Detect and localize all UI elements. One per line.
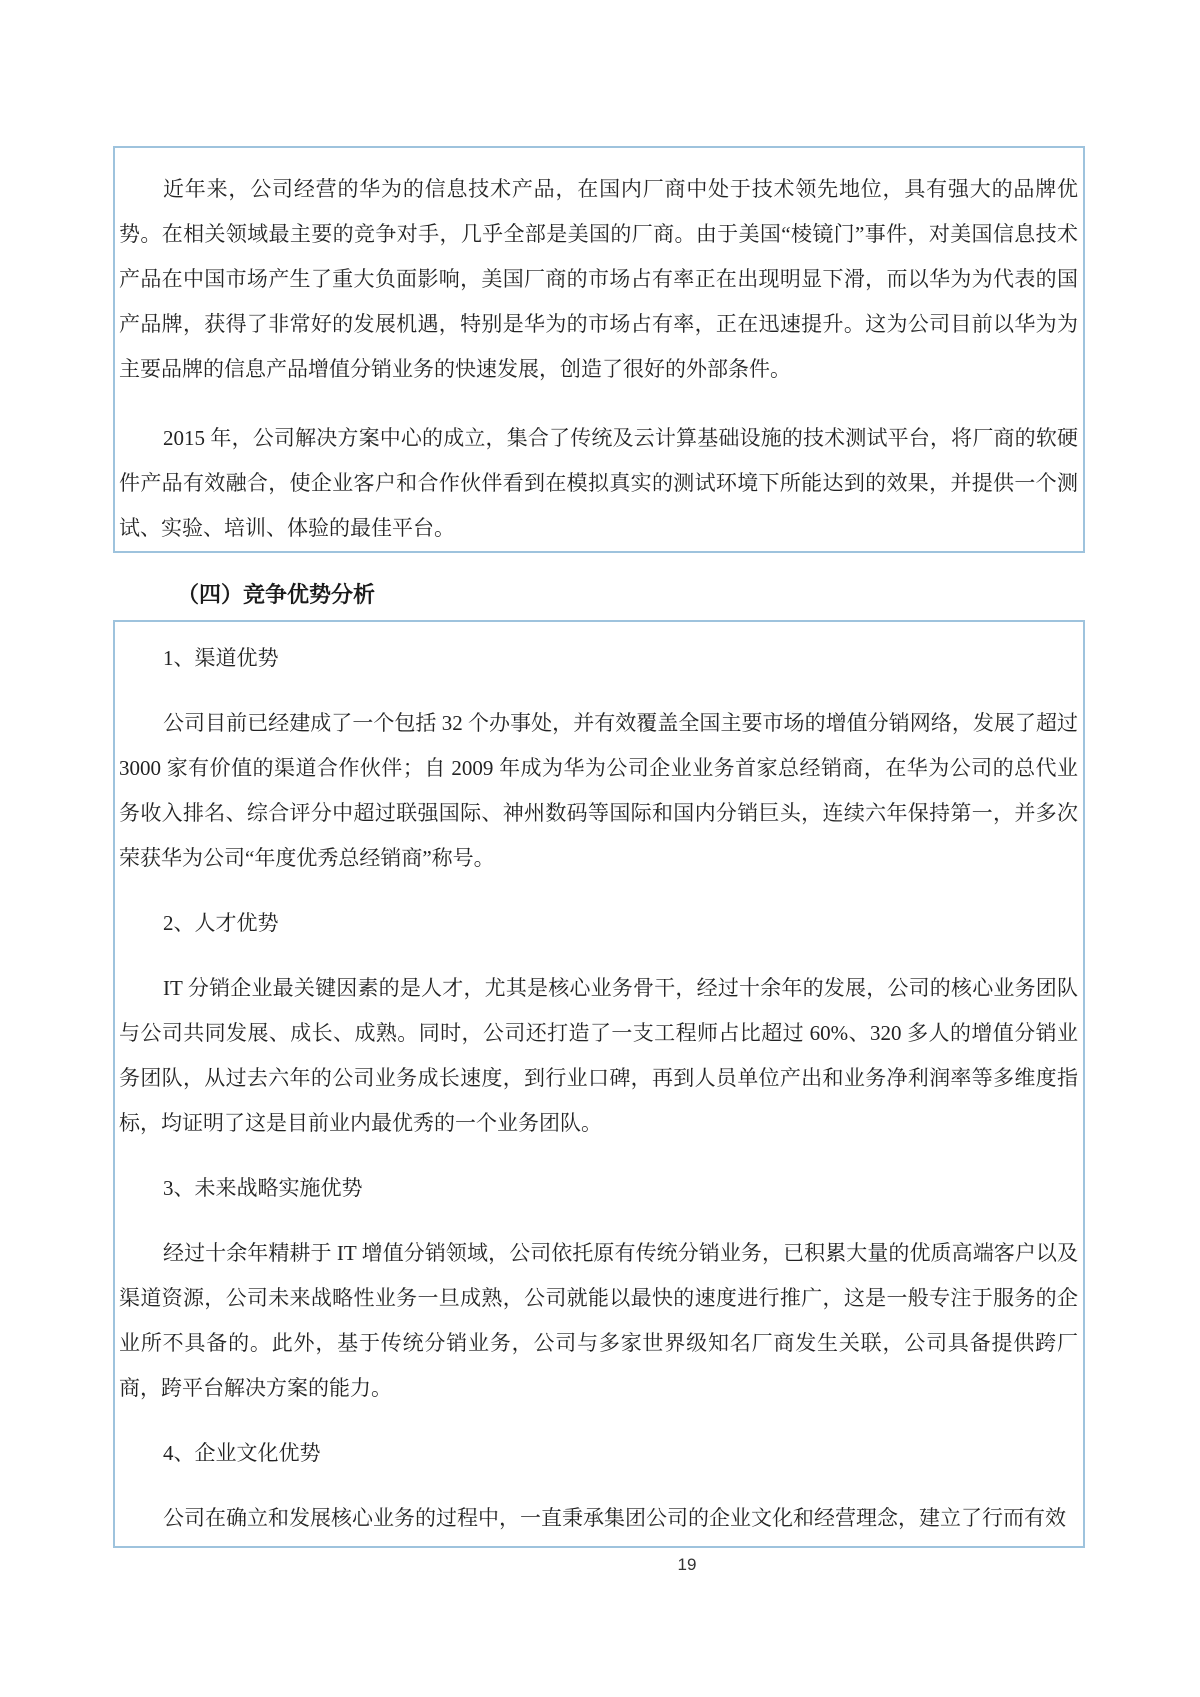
paragraph-future-strategy-advantage: 经过十余年精耕于 IT 增值分销领域，公司依托原有传统分销业务，已积累大量的优质高端客户以及渠道资源，公司未来战略性业务一旦成熟，公司就能以最快的速度进行推广，这是一般专注于服务的企业所不具备的。此外，基于传统分销业务，公司与多家世界级知名厂商发生关联，公司具备提供跨厂商，跨平台解决方案的能力。 [119, 1241, 1078, 1400]
intro-text-box [113, 146, 1085, 553]
paragraph-solution-center: 2015 年，公司解决方案中心的成立，集合了传统及云计算基础设施的技术测试平台，将厂商的软硬件产品有效融合，使企业客户和合作伙伴看到在模拟真实的测试环境下所能达到的效果，并提供一个测试、实验、培训、体验的最佳平台。 [119, 426, 1078, 540]
paragraph-channel-advantage: 公司目前已经建成了一个包括 32 个办事处，并有效覆盖全国主要市场的增值分销网络，发展了超过 3000 家有价值的渠道合作伙伴；自 2009 年成为华为公司企业业务首家总经销商，在华为公司的总代业务收入排名、综合评分中超过联强国际、神州数码等国际和国内分销巨头，连续六年保持第一，并多次荣获华为公司“年度优秀总经销商”称号。 [119, 711, 1078, 870]
page-number: 19 [677, 1555, 697, 1574]
subhead-talent-advantage: 2、人才优势 [163, 911, 279, 935]
subhead-future-strategy-advantage: 3、未来战略实施优势 [163, 1176, 363, 1200]
paragraph-corporate-culture-advantage: 公司在确立和发展核心业务的过程中，一直秉承集团公司的企业文化和经营理念，建立了行而有效 [163, 1506, 1066, 1530]
paragraph-talent-advantage: IT 分销企业最关键因素的是人才，尤其是核心业务骨干，经过十余年的发展，公司的核心业务团队与公司共同发展、成长、成熟。同时，公司还打造了一支工程师占比超过 60%、320 多人的增值分销业务团队，从过去六年的公司业务成长速度，到行业口碑，再到人员单位产出和业务净利润率等多维度指标，均证明了这是目前业内最优秀的一个业务团队。 [119, 976, 1078, 1135]
subhead-corporate-culture-advantage: 4、企业文化优势 [163, 1441, 321, 1465]
competitive-advantage-text-box [113, 620, 1085, 1548]
subhead-channel-advantage: 1、渠道优势 [163, 646, 279, 670]
paragraph-brand-advantage: 近年来，公司经营的华为的信息技术产品，在国内厂商中处于技术领先地位，具有强大的品牌优势。在相关领域最主要的竞争对手，几乎全部是美国的厂商。由于美国“棱镜门”事件，对美国信息技术产品在中国市场产生了重大负面影响，美国厂商的市场占有率正在出现明显下滑，而以华为为代表的国产品牌，获得了非常好的发展机遇，特别是华为的市场占有率，正在迅速提升。这为公司目前以华为为主要品牌的信息产品增值分销业务的快速发展，创造了很好的外部条件。 [119, 177, 1078, 381]
section-heading-competitive-advantage: （四）竞争优势分析 [177, 582, 376, 607]
